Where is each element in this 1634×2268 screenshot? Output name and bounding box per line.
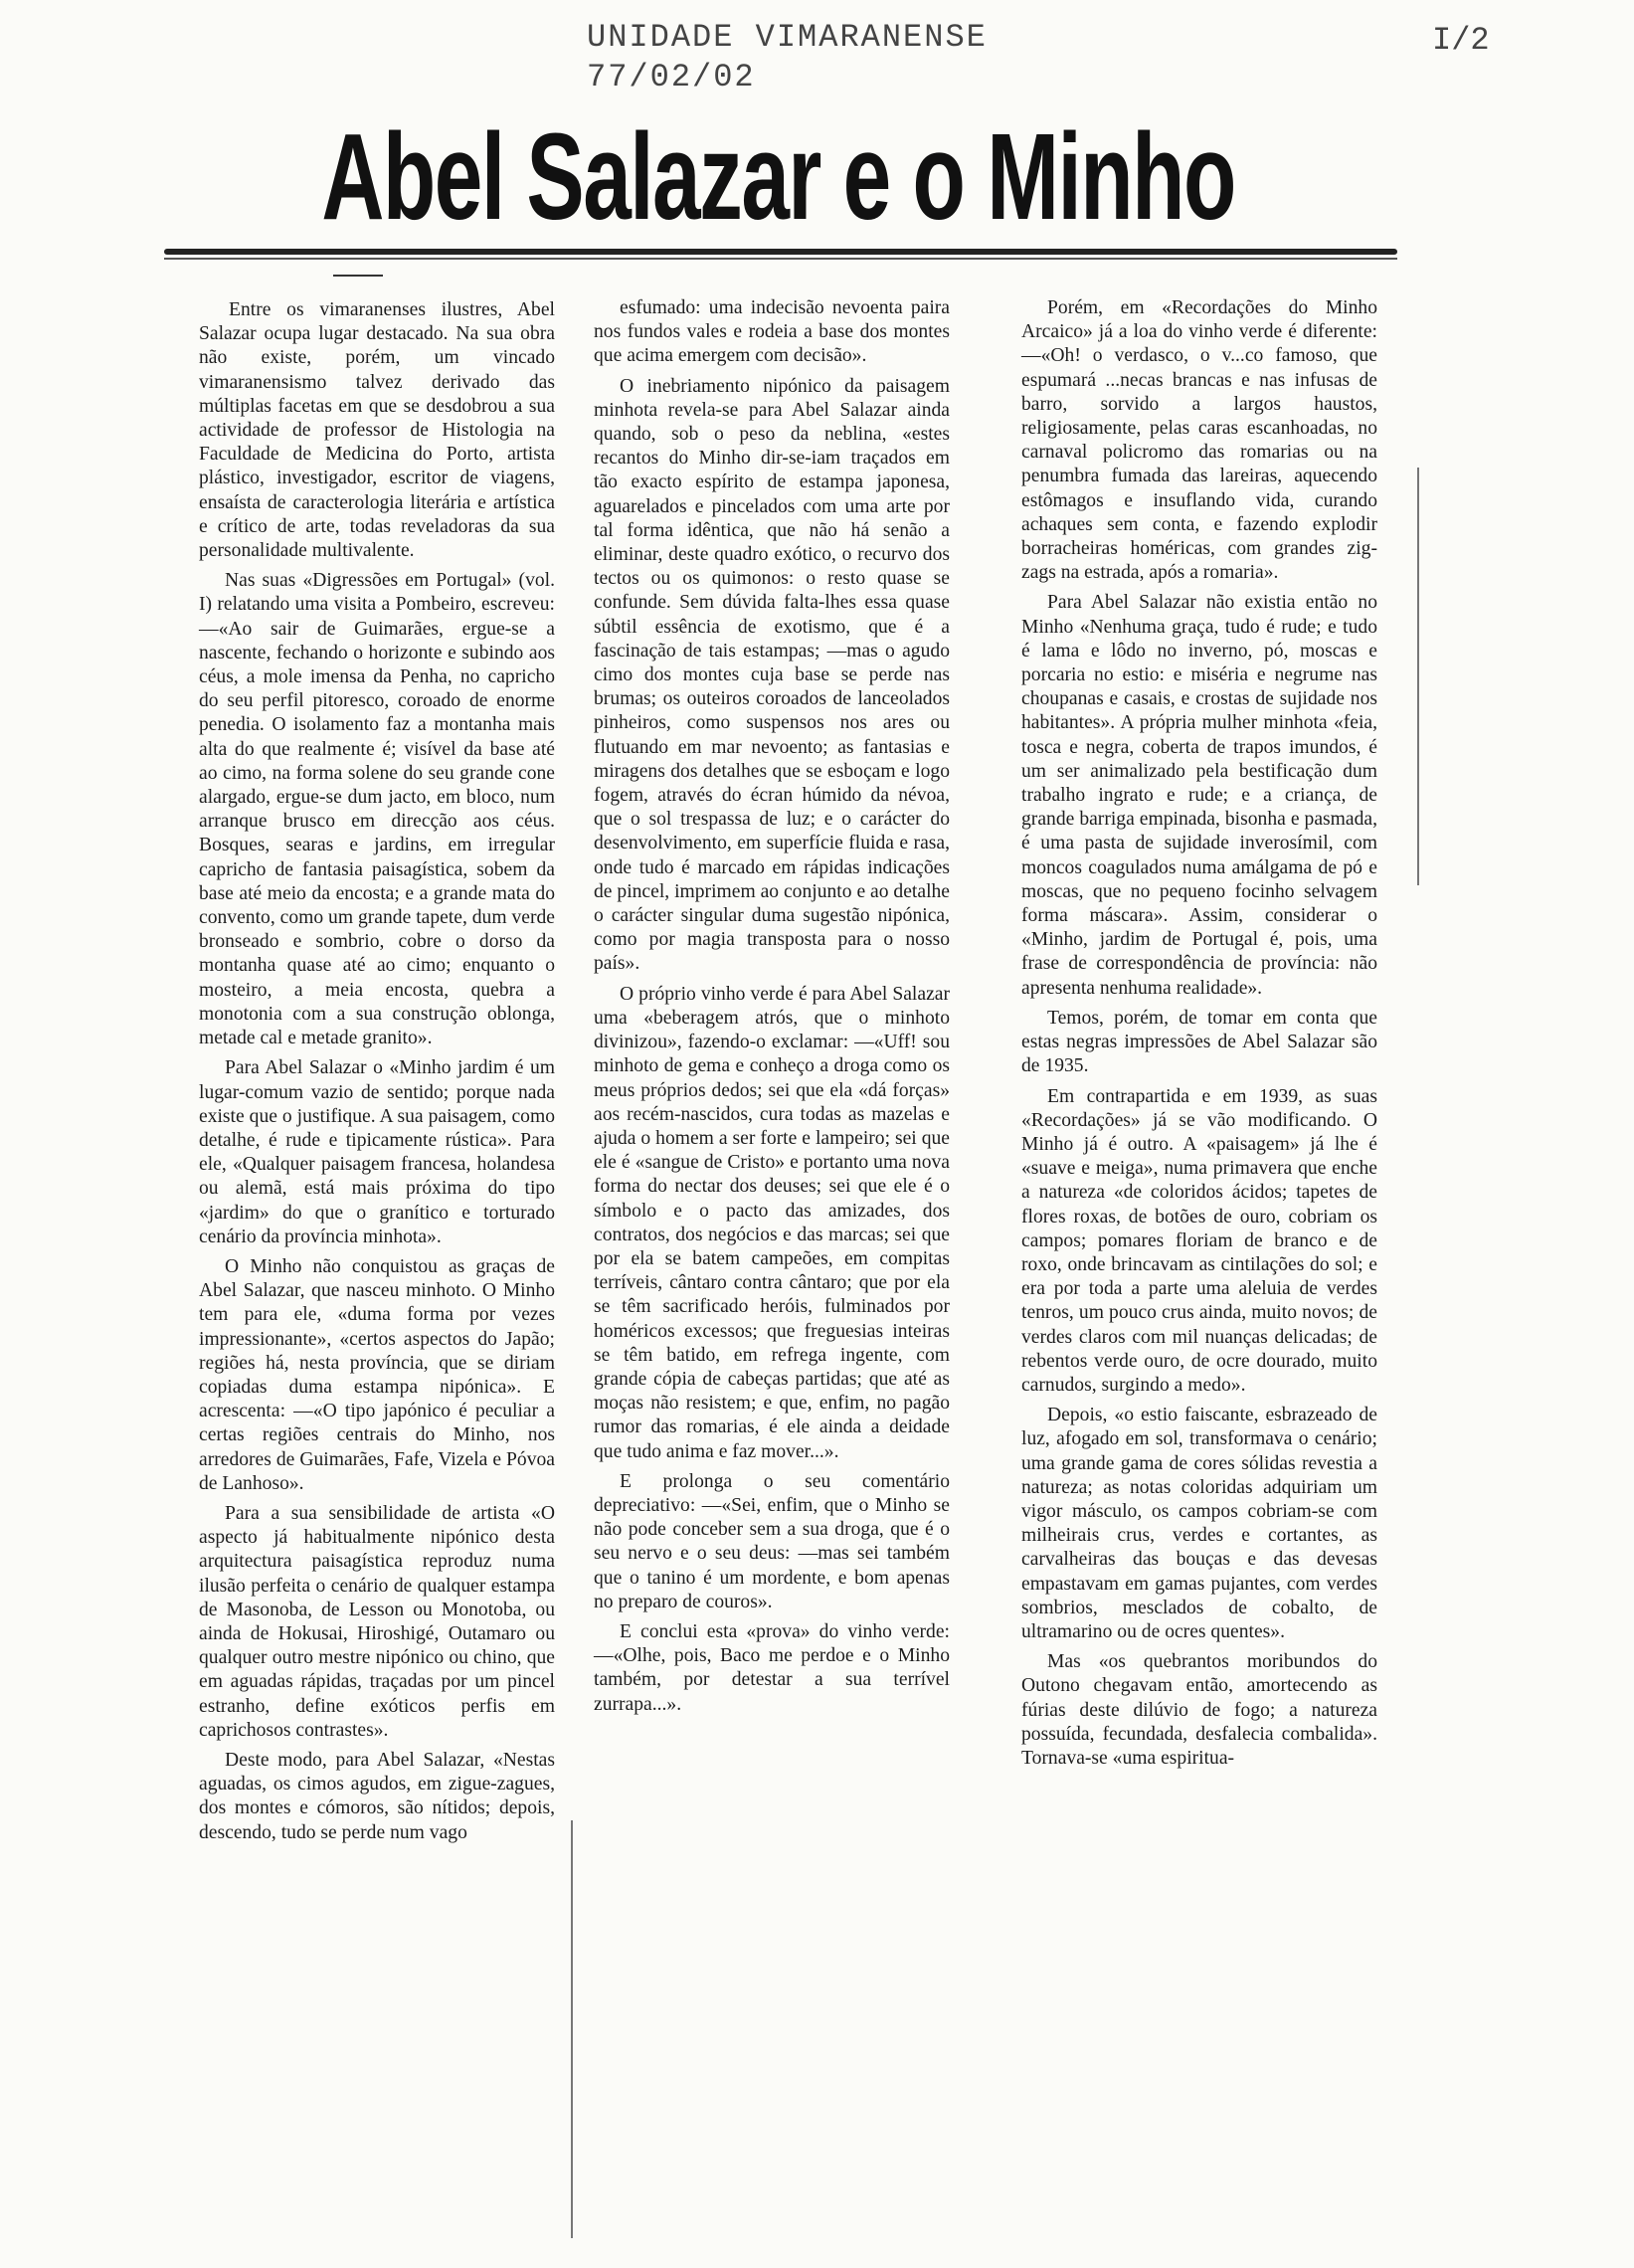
paragraph: Porém, em «Recordações do Minho Arcaico» já a loa do vinho verde é diferente: —«Oh! o verdasco, o v...co famoso, que espumará ...necas brancas e nas infusas de barro, sorvido a largos haustos, religiosamente, pelas caras escanhoadas, no carnaval policromo das romarias ou na penumbra fumada das lareiras, aquecendo estômagos e insuflando vida, curando achaques sem conta, e fazendo explodir borracheiras homéricas, com grandes zig-zags na estrada, após a romaria». — [1021, 297, 1377, 584]
paragraph: Para Abel Salazar não existia então no Minho «Nenhuma graça, tudo é rude; e tudo é lama e lôdo no inverno, pó, moscas e porcaria no estio: e miséria e negrume nas choupanas e casais, e crostas de sujidade nos habitantes». A própria mulher minhota «feia, tosca e negra, coberta de trapos imundos, é um ser animalizado pela bestificação dum trabalho ingrato e rude; e a criança, de grande barriga empinada, bisonha e pasmada, é uma pasta de sujidade inverosímil, com moncos coagulados numa amálgama de pó e moscas, que no pequeno focinho selvagem forma máscara». Assim, considerar o «Minho, jardim de Portugal é, pois, uma frase de correspondência de província: não apresenta nenhuma realidade». — [1021, 592, 1377, 999]
headline-block — [159, 107, 1397, 247]
paragraph: Em contrapartida e em 1939, as suas «Recordações» já se vão modificando. O Minho já é outro. A «paisagem» já lhe é «suave e meiga», numa primavera que enche a natureza «de coloridos ácidos; tapetes de flores roxas, de botões de ouro, cobriam os campos; pomares floriam de branco e de roxo, onde brincavam as cintilações do sol; e era por toda a parte uma aleluia de verdes tenros, um pouco crus ainda, muito novos; de verdes claros com mil nuanças delicadas; de rebentos verde ouro, de ocre dourado, muito carnudos, surgindo a medo». — [1021, 1085, 1377, 1396]
page-number: I/2 — [1432, 22, 1490, 59]
paragraph: Entre os vimaranenses ilustres, Abel Salazar ocupa lugar destacado. Na sua obra não existe, porém, um vincado vimaranensismo talvez derivado das múltiplas facetas em que se desdobrou a sua actividade de professor de Histologia na Faculdade de Medicina do Porto, artista plástico, investigador, escritor de viagens, ensaísta de caracterologia literária e artística e crítico de arte, todas reveladoras da sua personalidade multivalente. — [199, 299, 555, 562]
paragraph: esfumado: uma indecisão nevoenta paira nos fundos vales e rodeia a base dos montes que acima emergem com decisão». — [594, 297, 950, 367]
column-3 — [1021, 296, 1377, 1777]
paragraph: Temos, porém, de tomar em conta que estas negras impressões de Abel Salazar são de 1935. — [1021, 1007, 1377, 1077]
paragraph: E conclui esta «prova» do vinho verde: —«Olhe, pois, Baco me perdoe e o Minho também, por detestar a sua terrível zurrapa...». — [594, 1620, 950, 1715]
publication-stamp — [587, 18, 988, 97]
paragraph: Para a sua sensibilidade de artista «O aspecto já habitualmente nipónico desta arquitectura paisagística reproduz numa ilusão perfeita o cenário de qualquer estampa de Masonoba, de Lesson ou Monotoba, ou ainda de Hokusai, Hiroshigé, Outamaro ou qualquer outro mestre nipónico ou chino, que em aguadas rápidas, traçadas por um pincel estranho, define exóticos perfis em caprichosos contrastes». — [199, 1502, 555, 1741]
paragraph: Nas suas «Digressões em Portugal» (vol. I) relatando uma visita a Pombeiro, escreveu: —«Ao sair de Guimarães, ergue-se a nascente, fechando o horizonte e subindo aos céus, a mole imensa da Penha, no capricho do seu perfil pitoresco, coroado de enorme penedia. O isolamento faz a montanha mais alta do que realmente é; visível da base até ao cimo, na forma solene do seu grande cone alargado, ergue-se dum jacto, em bloco, num arranque brusco em direcção aos céus. Bosques, searas e jardins, em irregular capricho de fantasia paisagística, sobem da base até meio da encosta; e a grande mata do convento, como um grande tapete, dum verde bronseado e sombrio, cobre o dorso da montanha quase até ao cimo; enquanto o mosteiro, a meia encosta, quebra a monotonia com a sua construção oblonga, metade cal e metade granito». — [199, 570, 556, 1049]
paragraph: O Minho não conquistou as graças de Abel Salazar, que nasceu minhoto. O Minho tem para ele, «duma forma por vezes impressionante», «certos aspectos do Japão; regiões há, nesta província, que se diriam copiadas duma estampa nipónica». E acrescenta: —«O tipo japónico é peculiar a certas regiões centrais do Minho, nos arredores de Guimarães, Fafe, Vizela e Póvoa de Lanhoso». — [199, 1255, 555, 1494]
publication-name: UNIDADE VIMARANENSE — [587, 19, 988, 56]
paragraph: O próprio vinho verde é para Abel Salazar uma «beberagem atrós, que o minhoto divinizou», fazendo-o exclamar: —«Uff! sou minhoto de gema e conheço a droga como os meus próprios dedos; sei que ela «dá forças» aos recém-nascidos, cura todas as mazelas e ajuda o homem a ser forte e lampeiro; sei que ele é «sangue de Cristo» e portanto uma nova forma do nectar dos deuses; sei que ele é o símbolo e o pacto das amizades, dos contratos, dos negócios e das marcas; sei que por ela se batem campeões, em compitas terríveis, cântaro contra cântaro; que por ela se têm sacrificado heróis, fulminados por homéricos excessos; que freguesias inteiras se têm batido, em refrega ingente, com grande cópia de cabeças partidas; que até as moças não resistem; e que, enfim, no pagão rumor das romarias, é ele ainda a deidade que tudo anima e faz mover...». — [594, 983, 950, 1462]
paragraph: Para Abel Salazar o «Minho jardim é um lugar-comum vazio de sentido; porque nada existe que o justifique. A sua paisagem, como detalhe, é rude e tipicamente rústica». Para ele, «Qualquer paisagem francesa, holandesa ou alemã, está mais próxima do tipo «jardim» do que o granítico e torturado cenário da província minhota». — [199, 1057, 555, 1247]
paragraph: O inebriamento nipónico da paisagem minhota revela-se para Abel Salazar ainda quando, sob o peso da neblina, «estes recantos do Minho dir-se-iam traçados em tão exacto espírito de estampa japonesa, aguarelados e pincelados com uma arte por tal forma idêntica, que não há senão a eliminar, deste quadro exótico, o recurvo dos tectos ou os quimonos: o resto quase se confunde. Sem dúvida falta-lhes essa quase súbtil essência de exotismo, que é a fascinação de tais estampas; —mas o agudo cimo dos montes cuja base se perde nas brumas; os outeiros coroados de lanceolados pinheiros, como suspensos nos ares ou flutuando em mar nevoento; as fantasias e miragens dos detalhes que se esboçam e logo fogem, através do écran húmido da névoa, que o sol trespassa de luz; e o carácter do desenvolvimento, em superfície fluida e rasa, onde tudo é marcado em rápidas indicações de pincel, imprimem ao conjunto e ao detalhe o carácter singular duma sugestão nipónica, como por magia transposta para o nosso país». — [594, 375, 951, 975]
column-1 — [199, 298, 555, 1851]
title-rule-thin — [164, 258, 1397, 260]
paragraph: E prolonga o seu comentário depreciativo: —«Sei, enfim, que o Minho se não pode conceber sem a sua droga, que é o seu nervo e o seu deus: —mas sei também que o tanino é um mordente, e bom apenas no preparo de couros». — [594, 1470, 950, 1612]
publication-date: 77/02/02 — [587, 59, 756, 95]
title-rule — [164, 249, 1397, 255]
paragraph: Deste modo, para Abel Salazar, «Nestas aguadas, os cimos agudos, em zigue-zagues, dos montes e cómoros, são nítidos; depois, descendo, tudo se perde num vago — [199, 1749, 555, 1843]
paragraph: Mas «os quebrantos moribundos do Outono chegavam então, amortecendo as fúrias deste dilúvio de fogo; a natureza possuída, fecundada, desfalecia combalida». Tornava-se «uma espiritua- — [1021, 1651, 1377, 1769]
article-title: Abel Salazar e o Minho — [321, 107, 1235, 247]
column-divider-2 — [1417, 468, 1419, 885]
column-divider-1 — [571, 1820, 573, 2238]
column-2 — [594, 296, 950, 1723]
paragraph: Depois, «o estio faiscante, esbrazeado de luz, afogado em sol, transformava o cenário; uma grande gama de cores sólidas revestia a natureza; as notas coloridas adquiriam um vigor másculo, os campos cobriam-se com milheirais crus, verdes e cortantes, as carvalheiras das bouças e das devesas empastavam em gamas pujantes, com verdes sombrios, mesclados de cobalto, de ultramarino ou de ocres quentes». — [1021, 1405, 1377, 1642]
lead-dash — [333, 275, 383, 277]
